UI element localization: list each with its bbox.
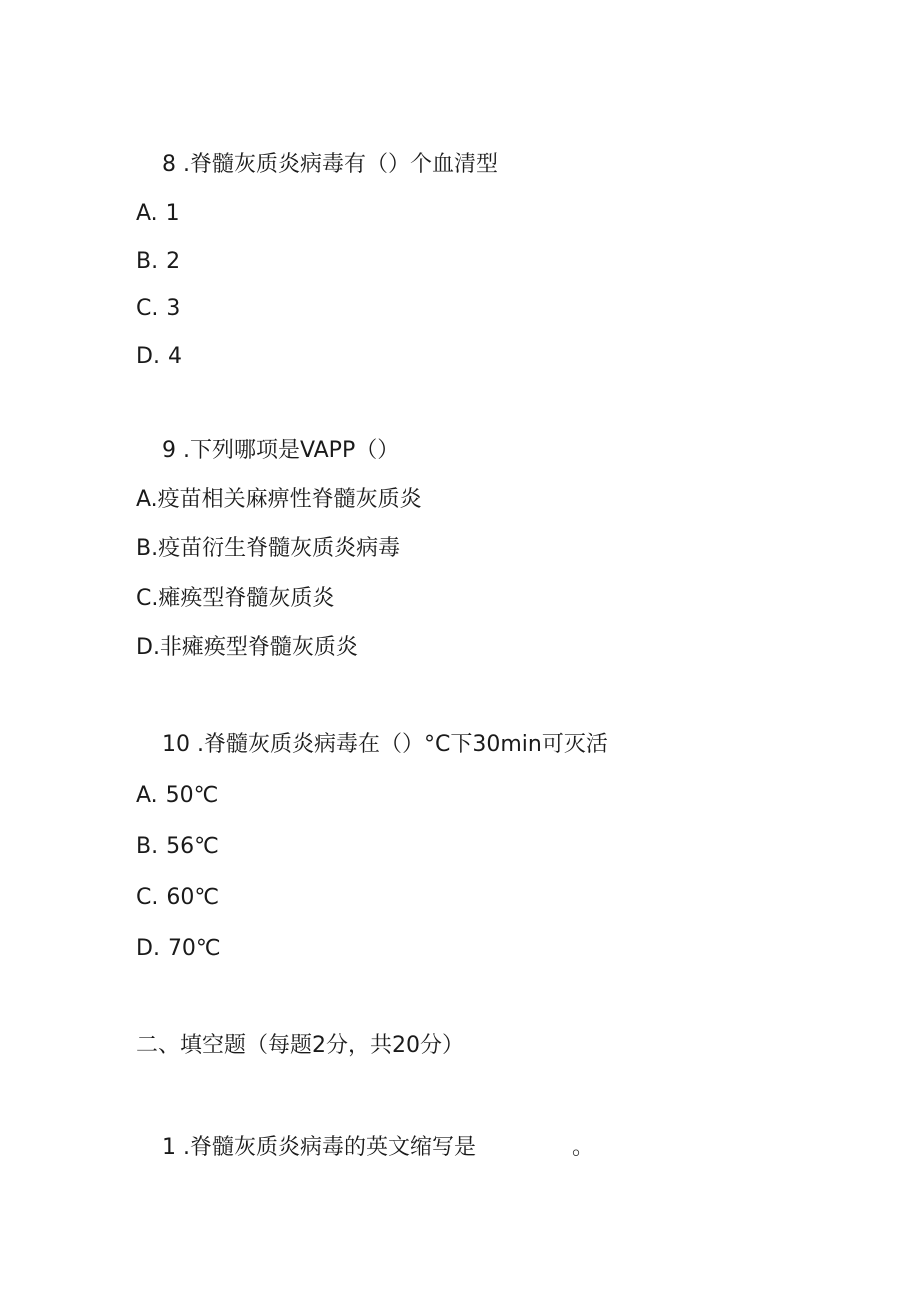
option-text: 1: [165, 201, 180, 226]
option-letter: C.: [136, 885, 159, 910]
question-9-option-d: D.非瘫痪型脊髓灰质炎: [136, 635, 358, 660]
section-heading-fill-in-blank: 二、填空题（每题2分，共20分）: [136, 1033, 464, 1058]
question-8-stem: 8 .脊髓灰质炎病毒有（）个血清型: [162, 152, 498, 177]
question-10-option-a: [136, 781, 218, 811]
question-10-option-b: [136, 832, 219, 862]
question-10-option-c: [136, 883, 219, 913]
option-letter: B.: [136, 249, 159, 274]
question-9-option-c: C.瘫痪型脊髓灰质炎: [136, 586, 335, 611]
option-text: 70℃: [167, 936, 221, 961]
fill-in-question-1: [162, 1133, 594, 1163]
option-letter: C.: [136, 296, 159, 321]
option-text: 4: [167, 344, 182, 369]
question-10-stem: 10 .脊髓灰质炎病毒在（）°C下30min可灭活: [162, 732, 608, 757]
option-letter: D.: [136, 936, 160, 961]
option-letter: A.: [136, 201, 158, 226]
question-9-option-a: A.疫苗相关麻痹性脊髓灰质炎: [136, 487, 422, 512]
option-text: 2: [166, 249, 181, 274]
fill-in-question-1-stem: 1 .脊髓灰质炎病毒的英文缩写是: [162, 1135, 476, 1160]
question-8-option-c: [136, 294, 180, 324]
question-9-stem: 9 .下列哪项是VAPP（）: [162, 438, 400, 463]
option-text: 3: [166, 296, 181, 321]
fill-in-question-1-end: 。: [571, 1135, 594, 1160]
option-text: 56℃: [166, 834, 219, 859]
option-letter: B.: [136, 834, 159, 859]
question-9-option-b: B.疫苗衍生脊髓灰质炎病毒: [136, 536, 401, 561]
question-8-option-a: [136, 199, 180, 229]
option-text: 50℃: [165, 783, 219, 808]
question-8-option-b: [136, 247, 180, 277]
option-letter: A.: [136, 783, 158, 808]
question-8-option-d: [136, 342, 182, 372]
option-letter: D.: [136, 344, 160, 369]
question-10-option-d: [136, 934, 221, 964]
option-text: 60℃: [166, 885, 220, 910]
